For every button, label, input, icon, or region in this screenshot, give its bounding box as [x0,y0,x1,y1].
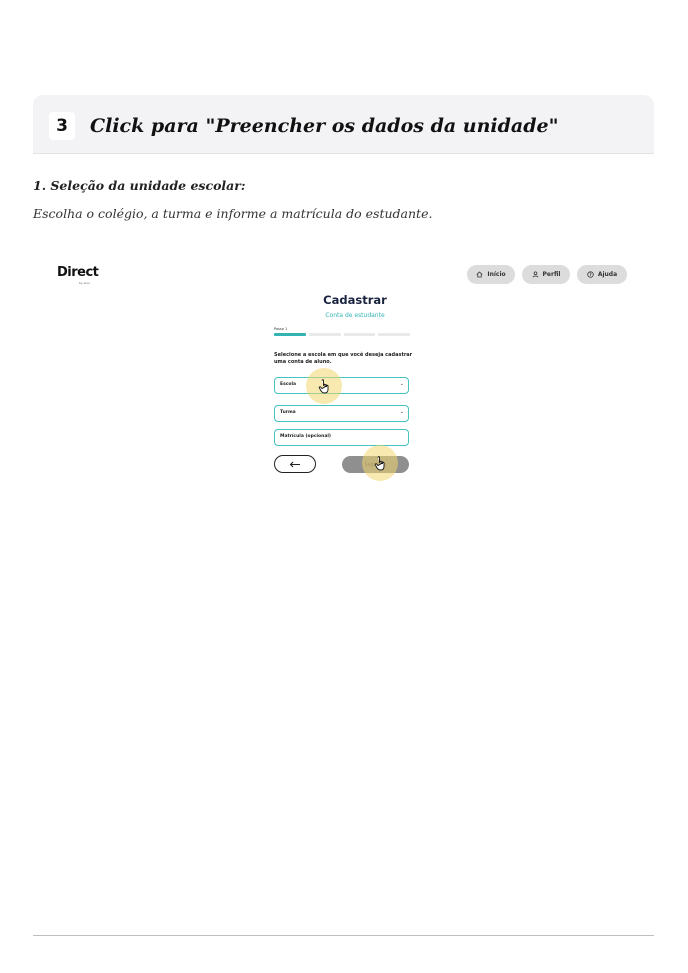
turma-select[interactable] [274,405,409,422]
step-header [33,95,654,154]
hand-pointer-icon [374,456,387,471]
nav-inicio-button[interactable] [467,265,515,284]
home-icon [476,271,483,278]
nav-ajuda-label: Ajuda [597,271,618,278]
help-icon [587,271,594,278]
progress-bar [274,333,410,336]
matricula-input[interactable] [274,429,409,446]
form-subtitle: Conta de estudante [325,312,385,319]
svg-text:?: ? [589,272,592,278]
nav-inicio-label: Início [487,271,506,278]
nav-perfil-button[interactable] [522,265,570,284]
embedded-screenshot [55,258,635,488]
hand-pointer-icon [318,379,331,394]
chevron-down-icon: ⌄ [399,409,404,415]
form-title: Cadastrar [323,293,387,307]
direct-logo: Direct [57,265,99,280]
nav-perfil-label: Perfil [542,271,561,278]
user-icon [532,271,539,278]
progress-segment-2 [309,333,341,336]
chevron-down-icon: ⌄ [399,381,404,387]
step-title: Click para "Preencher os dados da unidade" [90,115,559,137]
turma-label: Turma [280,410,296,415]
form-question: Selecione a escola em que você deseja cadastrar uma conta de aluno. [274,352,413,365]
logo-subtitle: by arco [79,281,91,285]
footer-divider [33,935,654,936]
progress-segment-4 [378,333,410,336]
arrow-left-icon [289,461,301,468]
matricula-label: Matrícula (opcional) [280,434,331,439]
step-label: Passo 1 [274,327,288,331]
escola-label: Escola [280,382,297,387]
progress-segment-3 [344,333,376,336]
back-button[interactable] [274,455,316,473]
click-indicator-escola [306,368,342,404]
progress-segment-1 [274,333,306,336]
nav-ajuda-button[interactable] [577,265,627,284]
section-description: Escolha o colégio, a turma e informe a matrícula do estudante. [33,206,433,221]
step-number: 3 [49,112,75,140]
section-title: 1. Seleção da unidade escolar: [33,178,246,193]
click-indicator-next [362,445,398,481]
